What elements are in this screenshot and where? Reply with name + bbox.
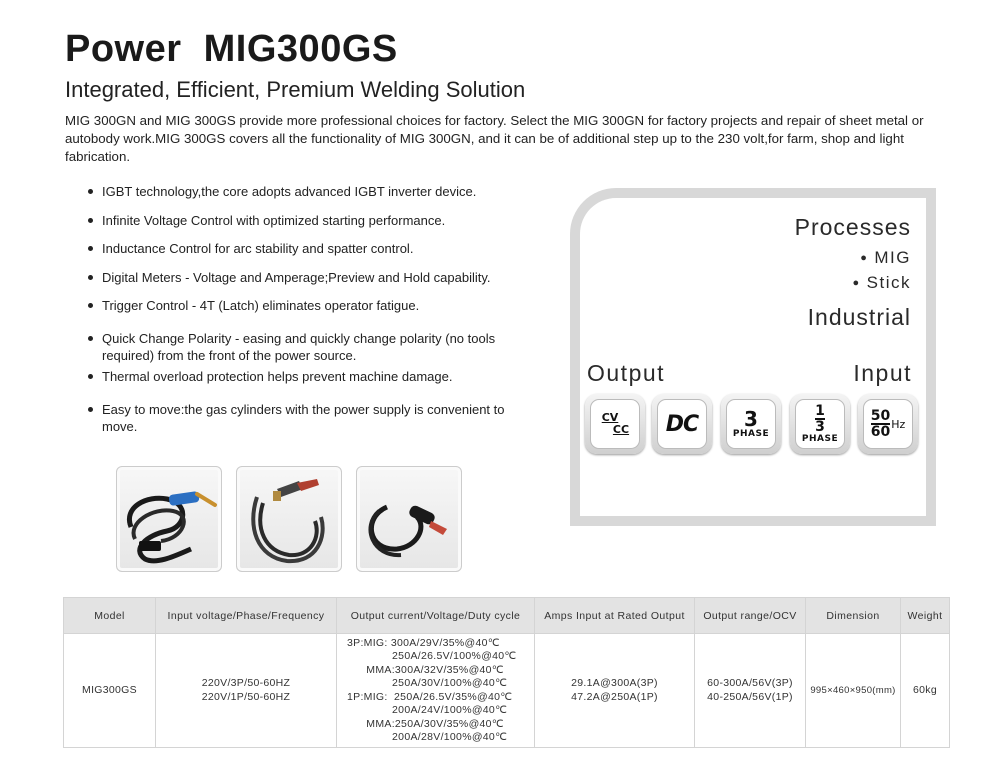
feature-item: Easy to move:the gas cylinders with the power supply is convenient to move. <box>88 401 528 435</box>
range-line: 40-250A/56V(1P) <box>707 690 793 703</box>
fraction-denominator: 3 <box>815 418 825 435</box>
cell-amps-input <box>535 634 695 748</box>
dc-icon: DC <box>665 411 699 437</box>
input-line: 220V/3P/50-60HZ <box>201 677 291 689</box>
output-line: 250A/30V/100%@40℃ <box>347 677 508 689</box>
output-line: 1P:MIG: 250A/26.5V/35%@40℃ <box>347 690 513 703</box>
col-header-range: Output range/OCV <box>695 598 806 634</box>
earth-clamp-cable-icon <box>237 467 342 572</box>
process-item-stick: ● Stick <box>853 273 912 293</box>
cc-icon: CC <box>612 423 630 436</box>
feature-item: Quick Change Polarity - easing and quickly change polarity (no tools required) from the front of the power source. <box>88 330 528 364</box>
input-line: 220V/1P/50-60HZ <box>201 690 291 703</box>
cell-output <box>337 634 535 748</box>
cell-range <box>695 634 806 748</box>
hz-fraction-icon <box>871 409 890 439</box>
feature-item: Digital Meters - Voltage and Amperage;Preview and Hold capability. <box>88 269 528 286</box>
process-item-mig: ● MIG <box>860 248 911 268</box>
one-third-icon <box>815 404 825 434</box>
intro-paragraph: MIG 300GN and MIG 300GS provide more professional choices for factory. Select the MIG 300GN for factory projects and repair of sheet metal or autobody work.MIG 300GS covers all the functionality of MIG 300GN, and it can be of additional step up to the 230 volt,for farm, shop and light fabrication. <box>65 113 924 164</box>
hz-unit: Hz <box>891 417 906 431</box>
three-phase-label: PHASE <box>732 428 770 439</box>
output-line: 200A/28V/100%@40℃ <box>347 731 508 743</box>
three-phase-number: 3 <box>744 406 758 431</box>
electrode-holder-photo <box>356 466 462 572</box>
earth-clamp-photo <box>236 466 342 572</box>
cell-input <box>156 634 337 748</box>
cell-dimension: 995×460×950(mm) <box>806 634 901 748</box>
col-header-amps: Amps Input at Rated Output <box>535 598 695 634</box>
category-label: Industrial <box>807 304 911 330</box>
single-phase-badge <box>790 394 850 454</box>
three-phase-badge <box>721 394 781 454</box>
cv-cc-badge <box>585 394 645 454</box>
processes-title: Processes <box>794 214 911 240</box>
dc-badge <box>652 394 712 454</box>
col-header-model: Model <box>64 598 156 634</box>
spec-panel-inner <box>580 198 926 516</box>
feature-item: Thermal overload protection helps prevent machine damage. <box>88 368 528 385</box>
output-label: Output <box>587 360 666 386</box>
input-label: Input <box>853 360 912 386</box>
amps-line: 47.2A@250A(1P) <box>571 690 658 703</box>
table-header-row <box>64 598 950 634</box>
col-header-weight: Weight <box>901 598 950 634</box>
amps-line: 29.1A@300A(3P) <box>571 677 658 689</box>
output-line: 200A/24V/100%@40℃ <box>347 704 508 716</box>
cv-icon: CV <box>601 411 619 424</box>
fraction-numerator: 1 <box>815 402 825 419</box>
product-subtitle: Integrated, Efficient, Premium Welding Solution <box>65 77 526 102</box>
col-header-dimension: Dimension <box>806 598 901 634</box>
hz-bottom: 60 <box>870 424 891 440</box>
col-header-output: Output current/Voltage/Duty cycle <box>337 598 535 634</box>
electrode-holder-cable-icon <box>357 467 462 572</box>
cell-model: MIG300GS <box>64 634 156 748</box>
table-row <box>64 634 950 748</box>
feature-item: IGBT technology,the core adopts advanced IGBT inverter device. <box>88 183 528 200</box>
feature-item: Trigger Control - 4T (Latch) eliminates operator fatigue. <box>88 297 528 314</box>
mig-torch-icon <box>117 467 222 572</box>
col-header-input: Input voltage/Phase/Frequency <box>156 598 337 634</box>
feature-item: Inductance Control for arc stability and spatter control. <box>88 240 528 257</box>
cell-weight: 60kg <box>901 634 950 748</box>
single-phase-label: PHASE <box>801 433 839 444</box>
hz-top: 50 <box>870 408 891 424</box>
range-line: 60-300A/56V(3P) <box>707 677 793 689</box>
output-line: MMA:250A/30V/35%@40℃ <box>347 717 504 730</box>
mig-torch-photo <box>116 466 222 572</box>
feature-item: Infinite Voltage Control with optimized starting performance. <box>88 212 528 229</box>
spec-table <box>63 597 950 748</box>
output-line: 250A/26.5V/100%@40℃ <box>347 650 517 662</box>
output-line: 3P:MIG: 300A/29V/35%@40℃ <box>347 636 500 649</box>
output-line: MMA:300A/32V/35%@40℃ <box>347 663 504 676</box>
frequency-badge <box>858 394 918 454</box>
product-title: Power MIG300GS <box>65 28 398 70</box>
